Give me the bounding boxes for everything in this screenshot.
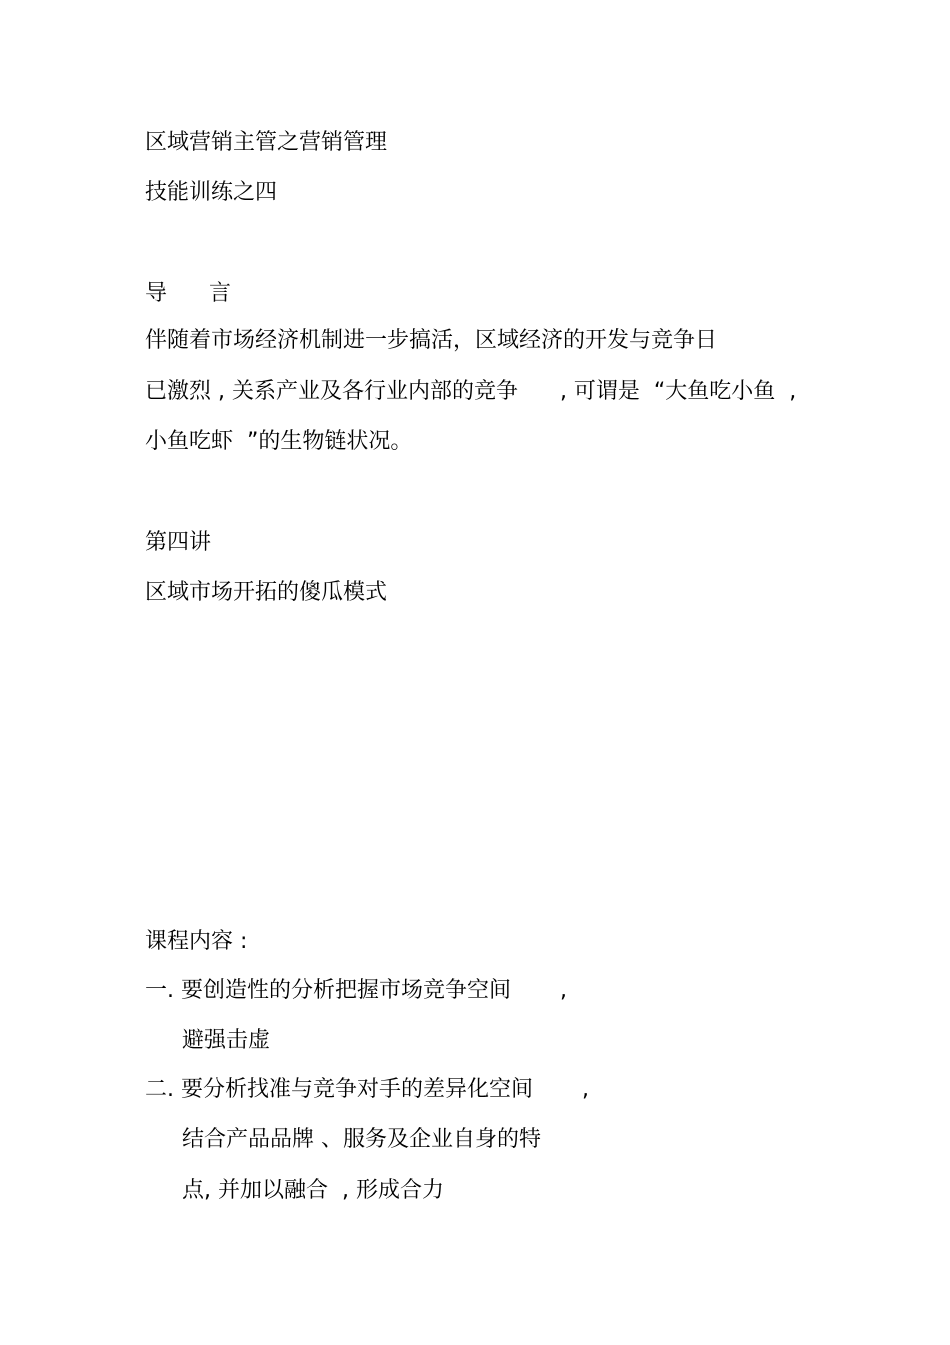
document-subtitle: 技能训练之四 (145, 180, 278, 205)
preface-paragraph-line: 已激烈 , 关系产业及各行业内部的竞争 , 可谓是 “大鱼吃小鱼 , (145, 379, 797, 404)
course-item-2: 二. 要分析找准与竞争对手的差异化空间 , (145, 1077, 589, 1102)
course-heading: 课程内容 : (145, 929, 248, 954)
lecture-number: 第四讲 (145, 530, 212, 555)
course-item-2-continuation: 点, 并加以融合 , 形成合力 (182, 1178, 444, 1203)
preface-paragraph-line: 伴随着市场经济机制进一步搞活，区域经济的开发与竞争日 (145, 328, 718, 353)
preface-heading: 导 言 (145, 281, 231, 306)
course-item-2-continuation: 结合产品品牌 、服务及企业自身的特 (182, 1127, 541, 1152)
course-item-1-continuation: 避强击虚 (182, 1028, 271, 1053)
document-title: 区域营销主管之营销管理 (145, 130, 388, 155)
lecture-title: 区域市场开拓的傻瓜模式 (145, 580, 388, 605)
preface-paragraph-line: 小鱼吃虾 ”的生物链状况。 (145, 429, 413, 454)
course-item-1: 一. 要创造性的分析把握市场竞争空间 , (145, 978, 567, 1003)
